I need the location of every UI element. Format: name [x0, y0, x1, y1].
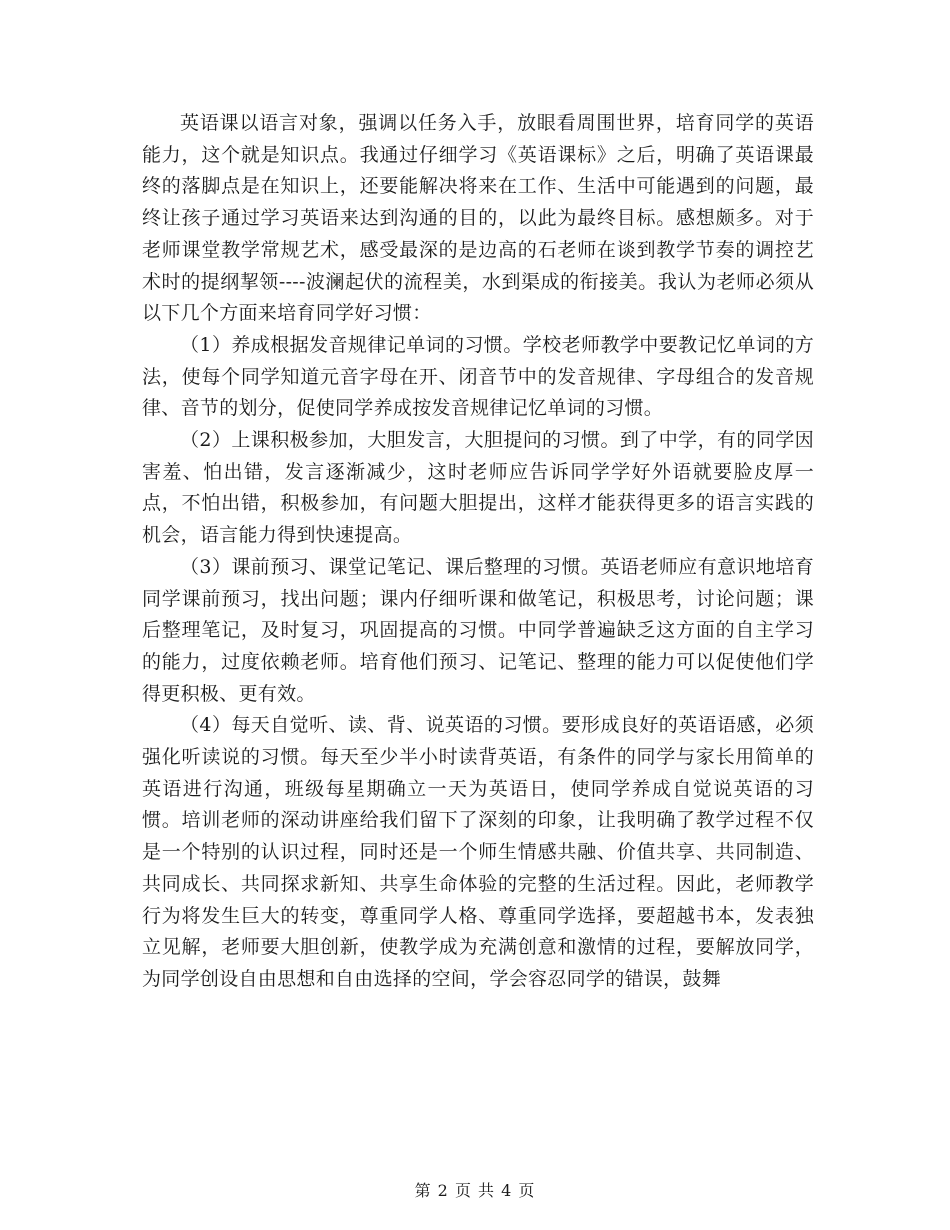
paragraph-intro: 英语课以语言对象，强调以任务入手，放眼看周围世界，培育同学的英语能力，这个就是知识点。我通过仔细学习《英语课标》之后，明确了英语课最终的落脚点是在知识上，还要能解决将来在工作、生活中可能遇到的问题，最终让孩子通过学习英语来达到沟通的目的，以此为最终目标。感想颇多。对于老师课堂教学常规艺术，感受最深的是边高的石老师在谈到教学节奏的调控艺术时的提纲挈领----波澜起伏的流程美，水到渠成的衔接美。我认为老师必须从以下几个方面来培育同学好习惯： — [142, 112, 814, 325]
body-text — [142, 108, 814, 996]
page-number-footer: 第 2 页 共 4 页 — [414, 1181, 536, 1200]
paragraph-habit-4: （4）每天自觉听、读、背、说英语的习惯。要形成良好的英语语感，必须强化听读说的习惯。每天至少半小时读背英语，有条件的同学与家长用简单的英语进行沟通，班级每星期确立一天为英语日，使同学养成自觉说英语的习惯。培训老师的深动讲座给我们留下了深刻的印象，让我明确了教学过程不仅是一个特别的认识过程，同时还是一个师生情感共融、价值共享、共同制造、共同成长、共同探求新知、共享生命体验的完整的生活过程。因此，老师教学行为将发生巨大的转变，尊重同学人格、尊重同学选择，要超越书本，发表独立见解，老师要大胆创新，使教学成为充满创意和激情的过程，要解放同学，为同学创设自由思想和自由选择的空间，学会容忍同学的错误，鼓舞 — [142, 714, 814, 990]
paragraph-habit-2: （2）上课积极参加，大胆发言，大胆提问的习惯。到了中学，有的同学因害羞、怕出错，发言逐渐减少，这时老师应告诉同学学好外语就要脸皮厚一点，不怕出错，积极参加，有问题大胆提出，这样才能获得更多的语言实践的机会，语言能力得到快速提高。 — [142, 429, 814, 547]
paragraph-habit-3: （3）课前预习、课堂记笔记、课后整理的习惯。英语老师应有意识地培育同学课前预习，找出问题；课内仔细听课和做笔记，积极思考，讨论问题；课后整理笔记，及时复习，巩固提高的习惯。中同学普遍缺乏这方面的自主学习的能力，过度依赖老师。培育他们预习、记笔记、整理的能力可以促使他们学得更积极、更有效。 — [142, 555, 814, 705]
paragraph-habit-1: （1）养成根据发音规律记单词的习惯。学校老师教学中要教记忆单词的方法，使每个同学知道元音字母在开、闭音节中的发音规律、字母组合的发音规律、音节的划分，促使同学养成按发音规律记忆单词的习惯。 — [142, 333, 814, 420]
